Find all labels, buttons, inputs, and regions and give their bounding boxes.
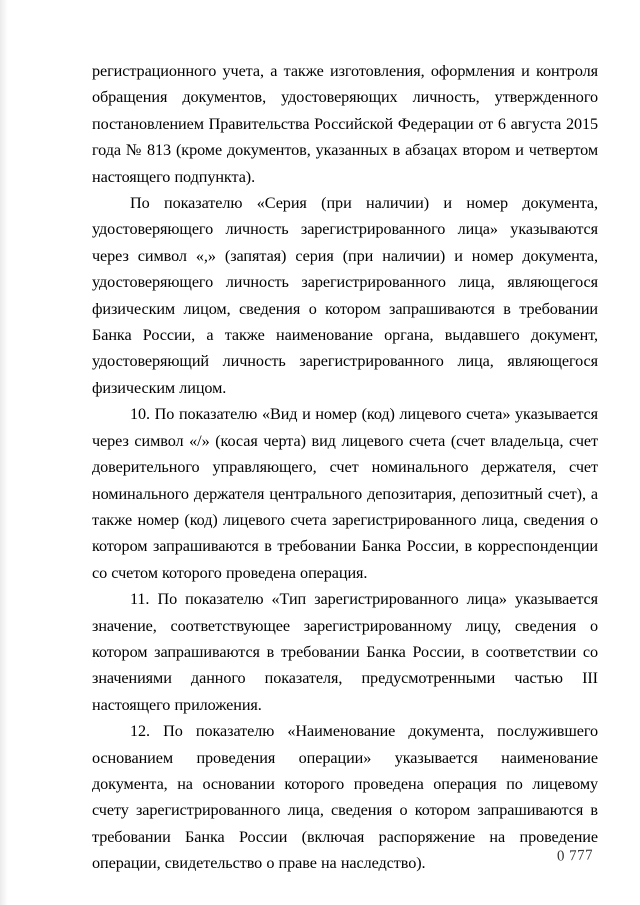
page-number-mark: 0 777 xyxy=(556,847,594,865)
paragraph-11: 11. По показателю «Тип зарегистрированного лица» указывается значение, соответствующее зарегистрированному лицу, сведения о котором запрашиваются в требовании Банка России, в соответствии со значениями данного показателя, предусмотренными частью III настоящего приложения. xyxy=(92,590,598,714)
paragraph-series-number: По показателю «Серия (при наличии) и номер документа, удостоверяющего личность зарегистрированного лица» указываются через символ «,» (запятая) серия (при наличии) и номер документа, удостоверяющего личность зарегистрированного лица, являющегося физическим лицом, сведения о котором запрашиваются в требовании Банка России, а также наименование органа, выдавшего документ, удостоверяющий личность зарегистрированного лица, являющегося физическим лицом. xyxy=(92,194,598,397)
document-text xyxy=(92,58,598,877)
paragraph-10: 10. По показателю «Вид и номер (код) лицевого счета» указывается через символ «/» (косая черта) вид лицевого счета (счет владельца, счет доверительного управляющего, счет номинального держателя, счет номинального держателя центрального депозитария, депозитный счет), а также номер (код) лицевого счета зарегистрированного лица, сведения о котором запрашиваются в требовании Банка России, в корреспонденции со счетом которого проведена операция. xyxy=(92,405,598,582)
paragraph-continuation: регистрационного учета, а также изготовления, оформления и контроля обращения документов, удостоверяющих личность, утвержденного постановлением Правительства Российской Федерации от 6 августа 2015 года № 813 (кроме документов, указанных в абзацах втором и четвертом настоящего подпункта). xyxy=(92,62,598,186)
paragraph-12: 12. По показателю «Наименование документа, послужившего основанием проведения операции» указывается наименование документа, на основании которого проведена операция по лицевому счету зарегистрированного лица, сведения о котором запрашиваются в требовании Банка России (включая распоряжение на проведение операции, свидетельство о праве на наследство). xyxy=(92,722,598,873)
scan-edge-shadow xyxy=(0,0,8,905)
